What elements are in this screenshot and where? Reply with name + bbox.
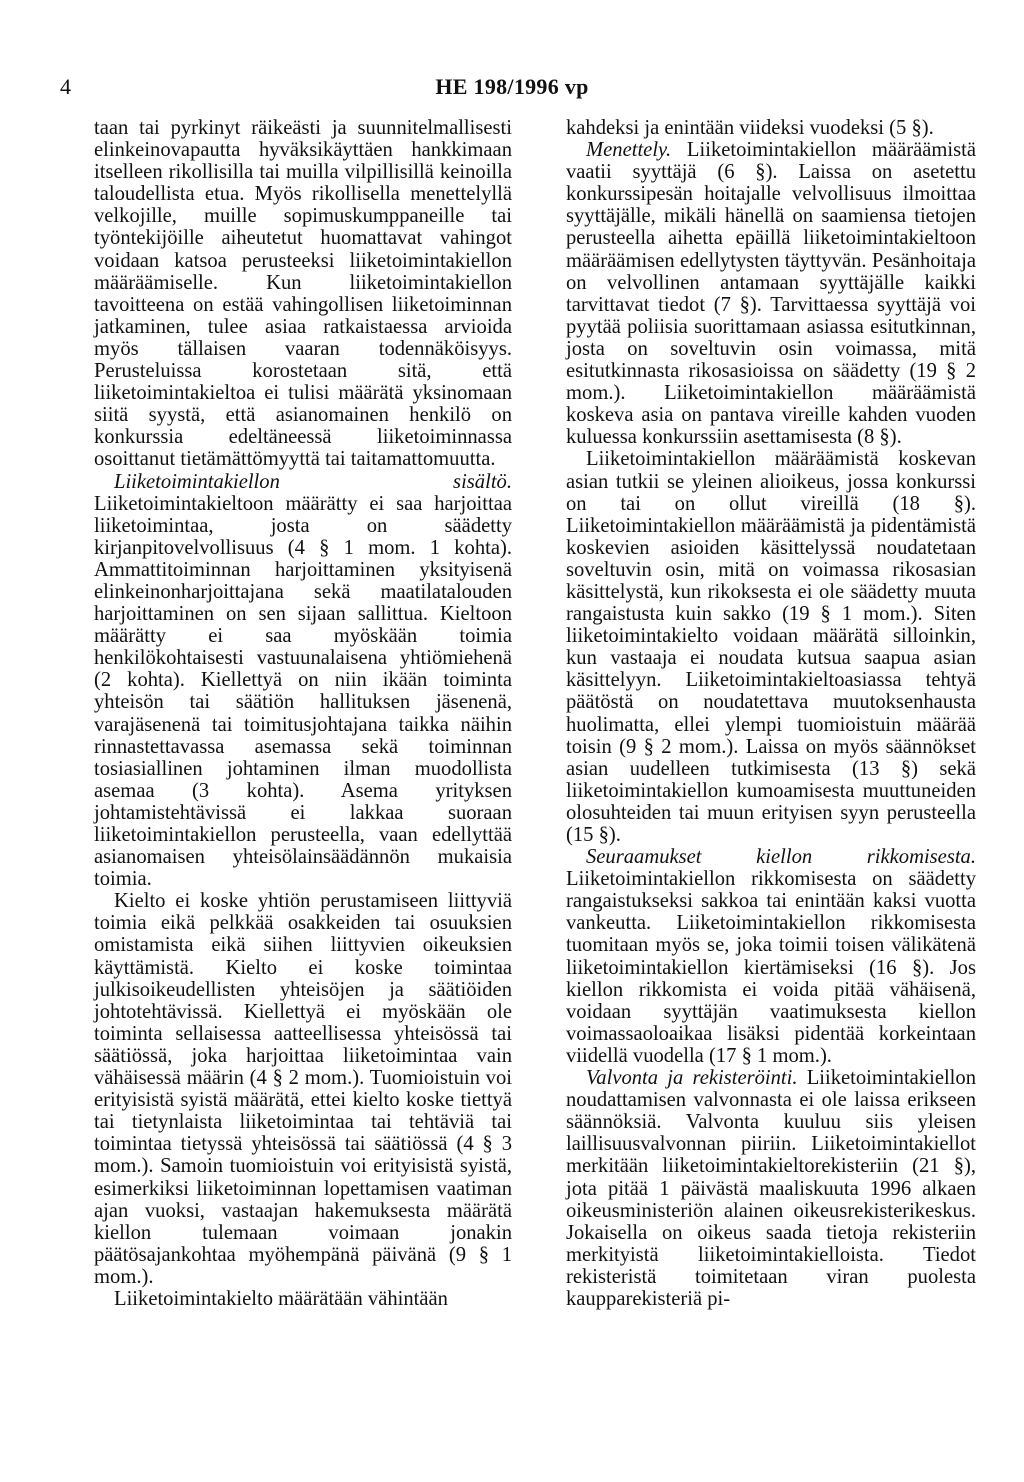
paragraph-text: Liiketoimintakiellon rikkomisesta on säädetty rangaistukseksi sakkoa tai enintään kaksi vuotta vankeutta. Liiketoimintakiellon rikkomisesta tuomitaan myös se, joka toimii toisen välikätenä liiketoimintakiellon kiertämiseksi (16 §). Jos kiellon rikkomista ei voida pitää vähäisenä, voidaan syyttäjän vaatimuksesta kiellon voimassaoloaikaa lisäksi pidentää korkeintaan viidellä vuodella (17 § 1 mom.). [566, 868, 976, 1067]
paragraph [94, 471, 512, 891]
left-column [94, 117, 512, 1310]
section-heading: Valvonta ja rekisteröinti. [586, 1067, 798, 1090]
paragraph [566, 117, 976, 139]
paragraph-text: kahdeksi ja enintään viideksi vuodeksi (5 §). [566, 117, 934, 139]
paragraph [566, 139, 976, 448]
paragraph-text: Liiketoimintakielto määrätään vähintään [114, 1287, 448, 1310]
page-number: 4 [60, 74, 71, 99]
page-header [0, 74, 1024, 104]
paragraph-text: taan tai pyrkinyt räikeästi ja suunnitelmallisesti elinkeinovapautta hyväksikäyttäen hankkimaan itselleen rikollisilla tai muilla vilpillisillä keinoilla taloudellista etua. Myös rikollisella menettelyllä velkojille, muille sopimuskumppaneille tai työntekijöille aiheutetut huomattavat vahingot voidaan katsoa perusteeksi liiketoimintakiellon määräämiselle. Kun liiketoimintakiellon tavoitteena on estää vahingollisen liiketoiminnan jatkaminen, tulee asiaa ratkaistaessa arvioida myös tällaisen vaaran todennäköisyys. Perusteluissa korostetaan sitä, että liiketoimintakieltoa ei tulisi määrätä yksinomaan siitä syystä, että asianomainen henkilö on konkurssia edeltäneessä liiketoiminnassa osoittanut tietämättömyyttä tai taitamattomuutta. [94, 117, 512, 471]
paragraph [566, 1067, 976, 1310]
paragraph [566, 448, 976, 846]
paragraph [94, 117, 512, 471]
paragraph-text: Liiketoimintakiellon noudattamisen valvonnasta ei ole laissa erikseen säännöksiä. Valvonta kuuluu siis yleisen laillisuusvalvonnan piiriin. Liiketoimintakiellot merkitään liiketoimintakieltorekisteriin (21 §), jota pitää 1 päivästä maaliskuuta 1996 alkaen oikeusministeriön alainen oikeusrekisterikeskus. Jokaisella on oikeus saada tietoja rekisteriin merkityistä liiketoimintakielloista. Tiedot rekisteristä toimitetaan viran puolesta kaupparekisteriä pi- [566, 1067, 976, 1310]
section-heading: Seuraamukset kiellon rikkomisesta. [586, 846, 976, 869]
paragraph-text: Liiketoimintakiellon määräämistä vaatii syyttäjä (6 §). Laissa on asetettu konkurssipesän hoitajalle velvollisuus ilmoittaa syyttäjälle, mikäli hänellä on saamiensa tietojen perusteella aihetta epäillä liiketoimintakieltoon määräämisen edellytysten täyttyvän. Pesänhoitaja on velvollinen antamaan syyttäjälle kaikki tarvittavat tiedot (7 §). Tarvittaessa syyttäjä voi pyytää poliisia suorittamaan asiassa esitutkinnan, josta on soveltuvin osin voimassa, mitä esitutkinnasta rikosasioissa on säädetty (19 § 2 mom.). Liiketoimintakiellon määräämistä koskeva asia on pantava vireille kahden vuoden kuluessa konkurssiin asettamisesta (8 §). [566, 139, 976, 449]
section-heading: Menettely. [586, 139, 672, 162]
right-column [566, 117, 976, 1310]
paragraph-text: Liiketoimintakiellon määräämistä koskevan asian tutkii se yleinen alioikeus, jossa konkurssi on tai on ollut vireillä (18 §). Liiketoimintakiellon määräämistä ja pidentämistä koskevien asioiden käsittelyssä noudatetaan soveltuvin osin, mitä on voimassa rikosasian käsittelystä, kun rikoksesta ei ole säädetty muuta rangaistusta kuin sakko (19 § 1 mom.). Siten liiketoimintakielto voidaan määrätä silloinkin, kun vastaaja ei noudata kutsua saapua asian käsittelyyn. Liiketoimintakieltoasiassa tehtyä päätöstä on noudatettava muutoksenhausta huolimatta, ellei ylempi tuomioistuin määrää toisin (9 § 2 mom.). Laissa on myös säännökset asian uudelleen tutkimisesta (13 §) sekä liiketoimintakiellon kumoamisesta muuttuneiden olosuhteiden tai muun erityisen syyn perusteella (15 §). [566, 448, 976, 846]
running-head: HE 198/1996 vp [435, 74, 589, 99]
paragraph [94, 890, 512, 1288]
paragraph-text: Kielto ei koske yhtiön perustamiseen liittyviä toimia eikä pelkkää osakkeiden tai osuuksien omistamista eikä siihen liittyvien oikeuksien käyttämistä. Kielto ei koske toimintaa julkisoikeudellisten yhteisöjen ja säätiöiden johtotehtävissä. Kiellettyä ei myöskään ole toiminta sellaisessa aatteellisessa yhteisössä tai säätiössä, joka harjoittaa liiketoimintaa vain vähäisessä määrin (4 § 2 mom.). Tuomioistuin voi erityisistä syistä määrätä, ettei kielto koske tiettyä tai tietynlaista liiketoimintaa tai tehtäviä tai toimintaa tietyssä yhteisössä tai säätiössä (4 § 3 mom.). Samoin tuomioistuin voi erityisistä syistä, esimerkiksi liiketoiminnan lopettamisen vaatiman ajan vuoksi, vastaajan hakemuksesta määrätä kiellon tulemaan voimaan jonakin päätösajankohtaa myöhempänä päivänä (9 § 1 mom.). [94, 890, 512, 1288]
paragraph-text: Liiketoimintakieltoon määrätty ei saa harjoittaa liiketoimintaa, josta on säädetty kirjanpitovelvollisuus (4 § 1 mom. 1 kohta). Ammattitoiminnan harjoittaminen yksityisenä elinkeinonharjoittajana sekä maatilatalouden harjoittaminen on sen sijaan sallittua. Kieltoon määrätty ei saa myöskään toimia henkilökohtaisesti vastuunalaisena yhtiömiehenä (2 kohta). Kiellettyä on niin ikään toiminta yhteisön tai säätiön hallituksen jäsenenä, varajäsenenä tai toimitusjohtajana taikka näihin rinnastettavassa asemassa sekä toiminnan tosiasiallinen johtaminen ilman muodollista asemaa (3 kohta). Asema yrityksen johtamistehtävissä ei lakkaa suoraan liiketoimintakiellon perusteella, vaan edellyttää asianomaisen yhteisölainsäädännön mukaisia toimia. [94, 492, 512, 891]
paragraph [94, 1288, 512, 1310]
paragraph [566, 846, 976, 1067]
section-heading: Liiketoimintakiellon sisältö. [114, 470, 512, 493]
